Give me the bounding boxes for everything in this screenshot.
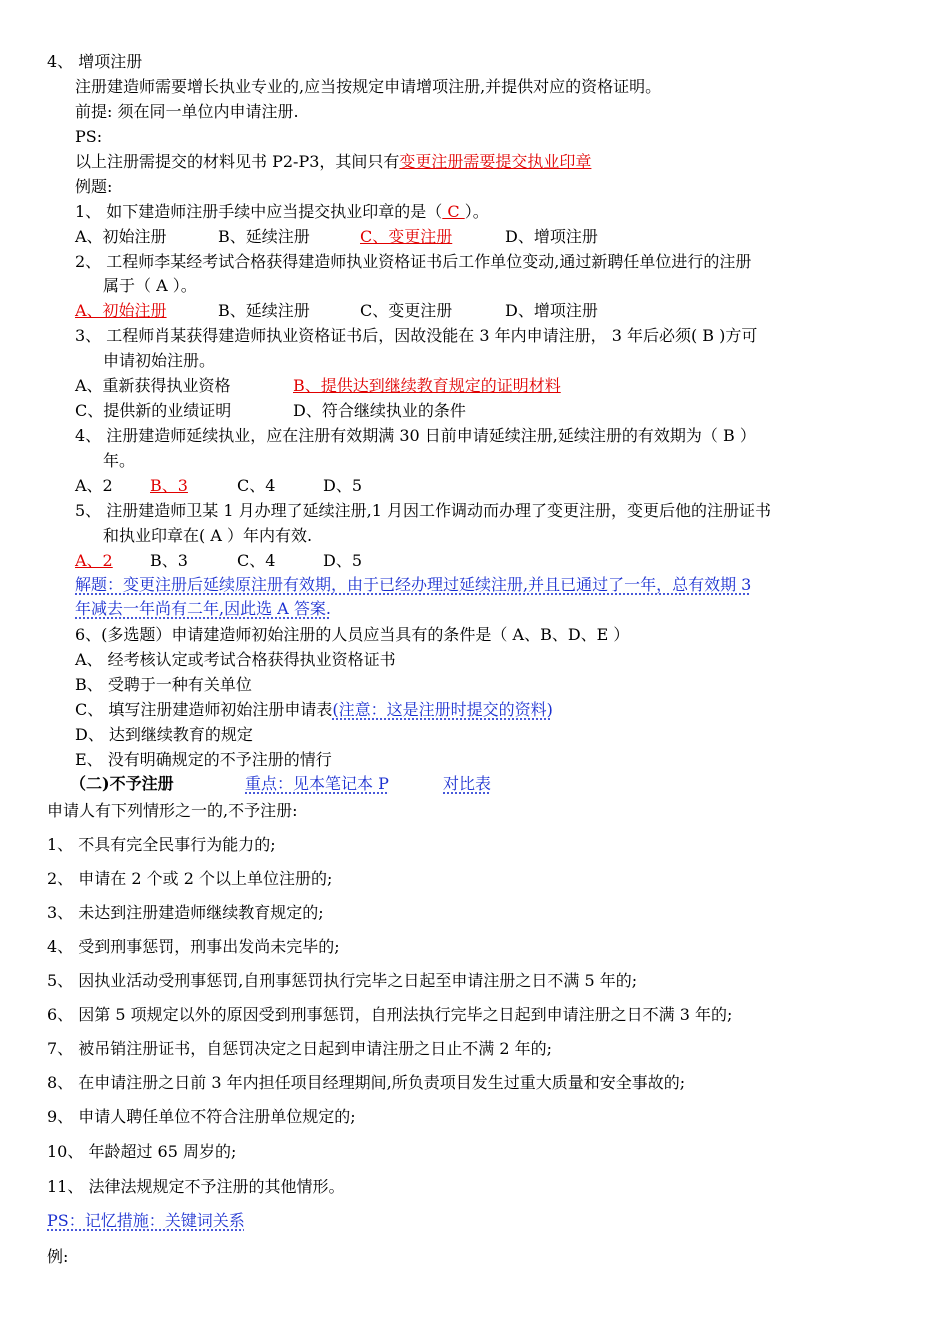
question-5-explanation-line-2: 年减去一年尚有二年,因此选 A 答案. [75, 599, 331, 618]
examples-label: 例题: [75, 177, 113, 196]
question-4-option-c: C、4 [237, 476, 276, 495]
question-2-stem-line-2: 属于（ A ）。 [103, 276, 197, 295]
question-5-option-d: D、5 [323, 551, 363, 570]
question-3-stem-line-2: 申请初始注册。 [103, 351, 216, 370]
section-2-note-comparison: 对比表 [443, 774, 492, 793]
question-3-option-c: C、提供新的业绩证明 [75, 401, 232, 420]
refusal-item-11: 11、 法律法规规定不予注册的其他情形。 [47, 1177, 345, 1196]
section-4-paragraph-3 [75, 151, 591, 173]
question-4-stem-line-1: 4、 注册建造师延续执业，应在注册有效期满 30 日前申请延续注册,延续注册的有效期为（ B ） [75, 426, 756, 445]
section-4-paragraph-2: 前提: 须在同一单位内申请注册. [75, 102, 299, 121]
question-2-option-a: A、初始注册 [75, 301, 167, 320]
refusal-item-9: 9、 申请人聘任单位不符合注册单位规定的; [47, 1107, 356, 1126]
section-4-ps: PS: [75, 127, 103, 146]
question-1-option-a: A、初始注册 [75, 227, 167, 246]
question-3-stem-line-1: 3、 工程师肖某获得建造师执业资格证书后，因故没能在 3 年内申请注册， 3 年后必须( B )方可 [75, 326, 758, 345]
question-3-option-d: D、符合继续执业的条件 [293, 401, 466, 420]
question-5-option-c: C、4 [237, 551, 276, 570]
question-5-option-b: B、3 [150, 551, 188, 570]
question-4-option-b: B、3 [150, 476, 188, 495]
refusal-item-1: 1、 不具有完全民事行为能力的; [47, 835, 276, 854]
refusal-item-2: 2、 申请在 2 个或 2 个以上单位注册的; [47, 869, 333, 888]
question-1-stem [75, 201, 489, 223]
question-6-stem: 6、(多选题）申请建造师初始注册的人员应当具有的条件是（ A、B、D、E ） [75, 625, 630, 644]
example-label: 例: [47, 1247, 69, 1266]
question-1-option-c: C、变更注册 [360, 227, 453, 246]
section-4-paragraph-1: 注册建造师需要增长执业专业的,应当按规定申请增项注册,并提供对应的资格证明。 [75, 77, 662, 96]
refusal-item-5: 5、 因执业活动受刑事惩罚,自刑事惩罚执行完毕之日起至申请注册之日不满 5 年的; [47, 971, 638, 990]
question-1-option-b: B、延续注册 [218, 227, 310, 246]
refusal-item-8: 8、 在申请注册之日前 3 年内担任项目经理期间,所负责项目发生过重大质量和安全事故的; [47, 1073, 686, 1092]
question-2-option-b: B、延续注册 [218, 301, 310, 320]
question-6-option-c-text: C、 填写注册建造师初始注册申请表 [75, 700, 333, 719]
refusal-item-10: 10、 年龄超过 65 周岁的; [47, 1142, 237, 1161]
question-4-option-d: D、5 [323, 476, 363, 495]
question-6-option-b: B、 受聘于一种有关单位 [75, 675, 252, 694]
highlight-change-registration: 变更注册需要提交执业印章 [399, 152, 592, 171]
question-4-option-a: A、2 [75, 476, 113, 495]
question-5-option-a: A、2 [75, 551, 113, 570]
paragraph-3-text: 以上注册需提交的材料见书 P2-P3，其间只有 [75, 152, 400, 171]
question-6-option-a: A、 经考核认定或考试合格获得执业资格证书 [75, 650, 396, 669]
section-2-title: （二)不予注册 [70, 774, 174, 793]
question-5-stem-line-2: 和执业印章在( A ）年内有效. [103, 526, 313, 545]
question-2-option-c: C、变更注册 [360, 301, 453, 320]
question-5-stem-line-1: 5、 注册建造师卫某 1 月办理了延续注册,1 月因工作调动而办理了变更注册，变更后他的注册证书 [75, 501, 771, 520]
question-4-stem-line-2: 年。 [103, 451, 136, 470]
question-2-option-d: D、增项注册 [505, 301, 598, 320]
question-1-text: 1、 如下建造师注册手续中应当提交执业印章的是（ [75, 202, 443, 221]
question-3-option-b: B、提供达到继续教育规定的证明材料 [293, 376, 561, 395]
refusal-item-7: 7、 被吊销注册证书，自惩罚决定之日起到申请注册之日止不满 2 年的; [47, 1039, 553, 1058]
question-1-text-end: ）。 [464, 202, 489, 221]
question-1-option-d: D、增项注册 [505, 227, 598, 246]
question-6-option-d: D、 达到继续教育的规定 [75, 725, 253, 744]
memory-tip: PS：记忆措施：关键词关系 [47, 1211, 245, 1230]
question-2-stem-line-1: 2、 工程师李某经考试合格获得建造师执业资格证书后工作单位变动,通过新聘任单位进行的注册 [75, 252, 752, 271]
question-5-explanation-line-1: 解题：变更注册后延续原注册有效期，由于已经办理过延续注册,并且已通过了一年，总有效期 3 [75, 575, 752, 594]
question-1-answer: C [442, 202, 465, 221]
refusal-item-3: 3、 未达到注册建造师继续教育规定的; [47, 903, 324, 922]
question-6-option-c-note: (注意：这是注册时提交的资料) [332, 700, 553, 719]
refusal-item-6: 6、 因第 5 项规定以外的原因受到刑事惩罚，自刑法执行完毕之日起到申请注册之日不满 3 年的; [47, 1005, 733, 1024]
question-6-option-e: E、 没有明确规定的不予注册的情行 [75, 750, 332, 769]
section-2-note-key-point: 重点：见本笔记本 P [245, 774, 389, 793]
question-3-option-a: A、重新获得执业资格 [75, 376, 231, 395]
question-6-option-c [75, 699, 553, 721]
refusal-item-4: 4、 受到刑事惩罚，刑事出发尚未完毕的; [47, 937, 340, 956]
section-4-title: 4、 增项注册 [47, 52, 143, 71]
section-2-intro: 申请人有下列情形之一的,不予注册: [47, 801, 298, 820]
